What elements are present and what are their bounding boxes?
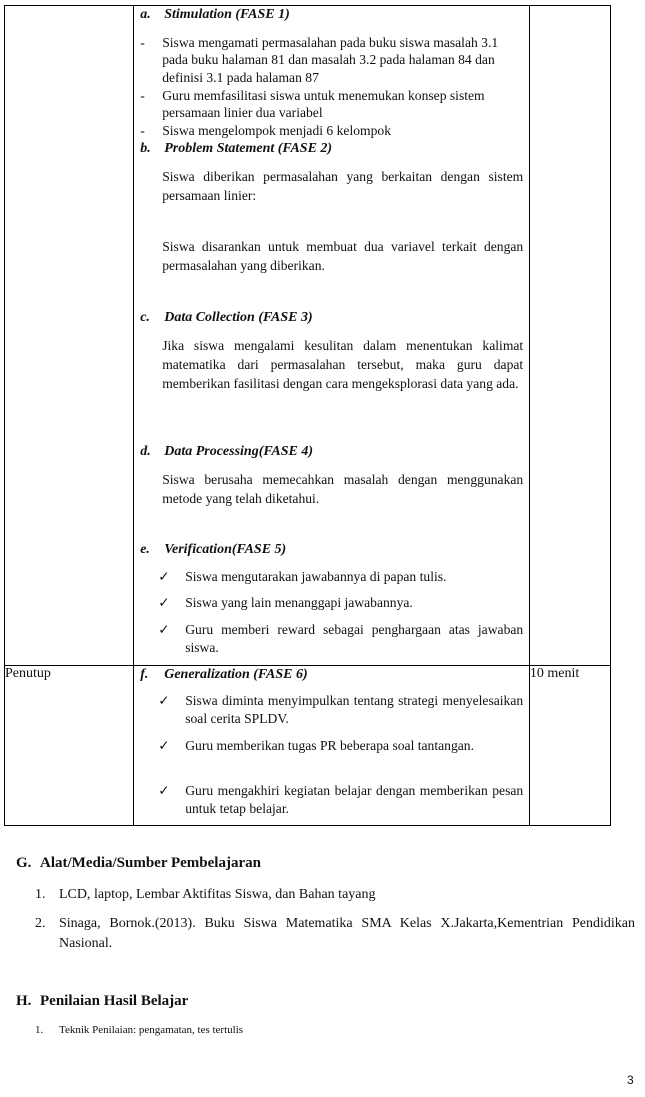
list-item: ✓ Guru mengakhiri kegiatan belajar dengan memberikan pesan untuk tetap belajar. — [158, 783, 524, 816]
phase-heading-data-collection: c. Data Collection (FASE 3) — [140, 310, 313, 325]
list-item: ✓ Guru memberikan tugas PR beberapa soal tantangan. — [158, 738, 474, 753]
phase-heading-data-processing: d. Data Processing(FASE 4) — [140, 444, 314, 459]
checkmark-icon: ✓ — [158, 595, 170, 610]
checkmark-icon: ✓ — [158, 569, 170, 584]
time-cell — [529, 6, 610, 666]
checkmark-icon: ✓ — [158, 738, 170, 753]
table-row — [5, 666, 611, 826]
section-heading-h: H. Penilaian Hasil Belajar — [16, 993, 189, 1009]
activity-label-penutup: Penutup — [5, 666, 134, 826]
activity-label-cell — [5, 6, 134, 666]
paragraph: Siswa diberikan permasalahan yang berkaitan dengan sistem persamaan linier: — [162, 169, 524, 203]
checkmark-icon: ✓ — [158, 622, 170, 637]
list-item: ✓ Siswa mengutarakan jawabannya di papan tulis. — [158, 569, 447, 584]
paragraph: Siswa berusaha memecahkan masalah dengan menggunakan metode yang telah diketahui. — [162, 472, 524, 506]
phase-heading-verification: e. Verification(FASE 5) — [140, 542, 287, 557]
phase-heading-stimulation: a. Stimulation (FASE 1) — [140, 7, 290, 22]
phase-heading-problem-statement: b. Problem Statement (FASE 2) — [140, 141, 333, 156]
activity-description-cell — [134, 666, 530, 826]
list-item: 1. Teknik Penilaian: pengamatan, tes tertulis — [35, 1024, 244, 1036]
list-item: 1. LCD, laptop, Lembar Aktifitas Siswa, dan Bahan tayang — [35, 887, 376, 902]
page-number: 3 — [627, 1073, 634, 1087]
list-item: ✓ Siswa yang lain menanggapi jawabannya. — [158, 595, 413, 610]
activity-description-cell — [134, 6, 530, 666]
list-item: - Siswa mengelompok menjadi 6 kelompok — [140, 123, 392, 138]
lesson-steps-table — [4, 5, 611, 826]
list-item: ✓ Siswa diminta menyimpulkan tentang strategi menyelesaikan soal cerita SPLDV. — [158, 693, 524, 726]
phase-heading-generalization: f. Generalization (FASE 6) — [140, 667, 308, 682]
section-heading-g: G. Alat/Media/Sumber Pembelajaran — [16, 855, 261, 871]
paragraph: Jika siswa mengalami kesulitan dalam menentukan kalimat matematika dari permasalahan tersebut, maka guru dapat memberikan fasilitasi dengan cara mengeksplorasi data yang ada. — [162, 338, 524, 391]
checkmark-icon: ✓ — [158, 693, 170, 708]
list-item: - Guru memfasilitasi siswa untuk menemukan konsep sistem persamaan linier dua variabel — [140, 88, 485, 121]
list-item: - Siswa mengamati permasalahan pada buku siswa masalah 3.1 pada buku halaman 81 dan masalah 3.2 pada halaman 84 dan definisi 3.1 pada halaman 87 — [140, 35, 499, 85]
checkmark-icon: ✓ — [158, 783, 170, 798]
paragraph: Siswa disarankan untuk membuat dua variavel terkait dengan permasalahan yang diberikan. — [162, 239, 524, 273]
list-item: ✓ Guru memberi reward sebagai penghargaan atas jawaban siswa. — [158, 622, 524, 655]
time-value: 10 menit — [529, 666, 610, 826]
list-item: 2. Sinaga, Bornok.(2013). Buku Siswa Matematika SMA Kelas X.Jakarta,Kementrian Pendidikan Nasional. — [35, 916, 635, 951]
table-row — [5, 6, 611, 666]
